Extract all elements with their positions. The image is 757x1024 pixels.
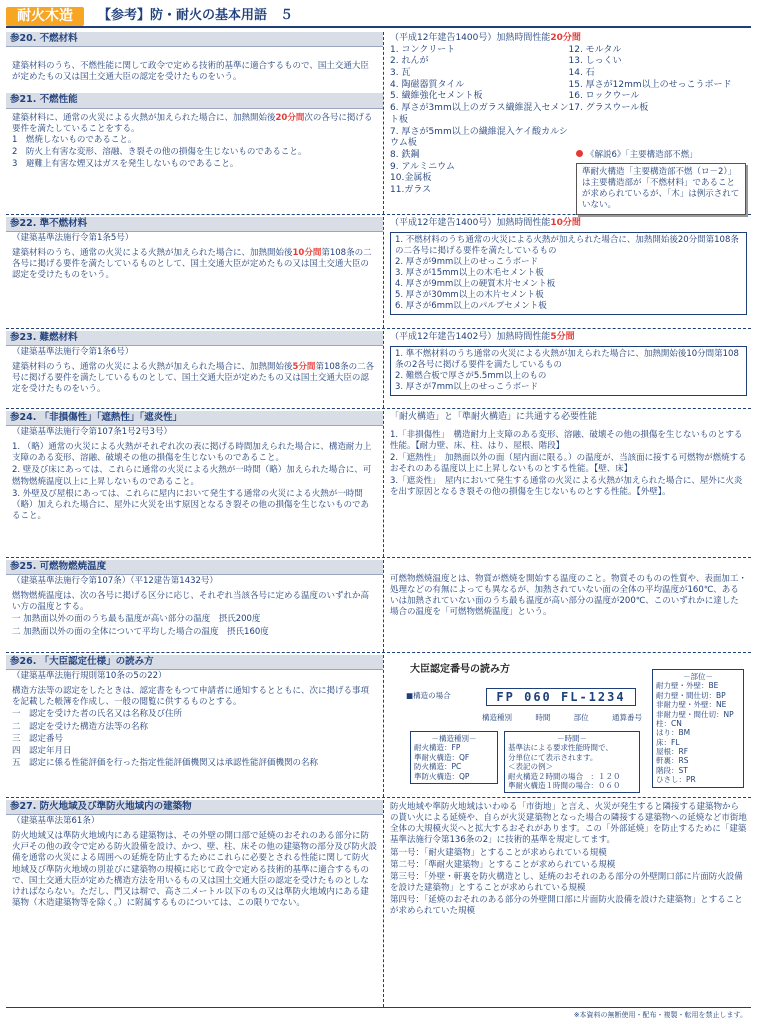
right-heading: （平成12年建告1402号）加熱時間性能 xyxy=(390,332,551,342)
list-item: 五 認定に係る性能評価を行った指定性能評価機関又は承認性能評価機関の名称 xyxy=(12,757,319,768)
structure-type-box xyxy=(410,731,498,784)
law-reference: （建築基準法施行令第1条5号） xyxy=(12,233,134,244)
body-text: 第108条の二各号に掲げる要件を満たしているものとして、国土交通大臣が定めたもの又は国土交通大臣の認定を受けたものをいう。 xyxy=(12,362,375,395)
page-header xyxy=(6,6,751,28)
box-row: 柱：CN xyxy=(656,718,682,728)
box-row: 準耐火構造１時間の場合：０６０ xyxy=(508,780,621,790)
list-item: 3. 瓦 xyxy=(390,68,411,79)
box-row: 準防火構造：QP xyxy=(414,771,470,781)
box-row: 軒裏：RS xyxy=(656,756,689,766)
body-text: 建築材料のうち、通常の火災による火熱が加えられた場合に、加熱開始後 xyxy=(12,248,293,259)
pin-icon xyxy=(576,150,583,157)
list-item: 1. コンクリート xyxy=(390,44,456,55)
box-row: ＜表記の例＞ xyxy=(508,762,553,772)
section-title: 参21. 不燃性能 xyxy=(6,93,383,108)
section-22 xyxy=(6,217,751,329)
list-item: 四 認定年月日 xyxy=(12,745,72,756)
note-title: 《解説6》「主要構造部不燃」 xyxy=(586,150,698,160)
list-item: 一 認定を受けた者の氏名又は名称及び住所 xyxy=(12,709,183,720)
list-item: 1 燃焼しないものであること。 xyxy=(12,134,137,145)
cert-code: FP 060 FL-1234 xyxy=(486,688,636,706)
box-row: はり：BM xyxy=(656,728,691,738)
box-row: 準耐火構造：QF xyxy=(414,752,470,762)
list-item: 8. 鉄鋼 xyxy=(390,149,420,160)
section-25 xyxy=(6,560,751,653)
box-row: 耐火構造：FP xyxy=(414,743,461,753)
time-box xyxy=(504,731,640,793)
list-item: 第三号：「外壁・軒裏を防火構造とし、延焼のおそれのある部分の外壁開口部に片面防火設備を設けた建築物」とすることが求められている規模 xyxy=(390,872,743,894)
list-item: 二 加熱面以外の面の全体について平均した場合の温度 摂氏160度 xyxy=(12,626,269,637)
box-title: －部位－ xyxy=(683,672,713,681)
list-item: 1. 不燃材料のうち通常の火災による火熱が加えられた場合に、加熱開始後20分間第108条の二各号に掲げる要件を満たしているもの xyxy=(395,234,739,256)
certification-diagram xyxy=(386,655,751,797)
list-item: 第四号：「延焼のおそれのある部分の外壁開口部に片面防火設備を設けた建築物」とすることが求められていた規模 xyxy=(390,895,743,917)
list-item: 9. アルミニウム xyxy=(390,161,455,172)
code-label: 通算番号 xyxy=(611,713,642,722)
law-reference: （建築基準法第61条） xyxy=(12,816,100,827)
materials-box xyxy=(390,346,747,396)
list-item: 第一号：「耐火建築物」とすることが求められている規模 xyxy=(390,848,607,859)
section-title: 参22. 準不燃材料 xyxy=(6,217,383,232)
code-label: 構造種別 xyxy=(482,713,512,722)
explanation-text: 可燃物燃焼温度とは、物質が燃焼を開始する温度のこと。物質そのものの性質や、表面加工・処理などの有無によっても異なるが、加熱されていない面の全体の平均温度が160℃、あるいは加熱されていない面のうち最も温度が高い部分の温度が200℃、このいずれかに達した場合の温度を「可燃物燃焼温度」という。 xyxy=(390,574,747,618)
body-text: 次の各号に掲げる要件を満たしていることをする。 xyxy=(12,112,373,134)
section-title: 参23. 難燃材料 xyxy=(6,331,383,346)
list-item: 2.「遮熱性」 加熱面以外の面（屋内面に限る。）の温度が、当該面に接する可燃物が燃焼するおそれのある温度以上に上昇しないものとする性能。【壁、床】 xyxy=(390,452,747,474)
highlight-time: 10分間 xyxy=(550,218,581,228)
section-26 xyxy=(6,655,751,798)
list-item: 3.「遮炎性」 屋内において発生する通常の火災による火熱が加えられた場合に、屋外に火炎を出す原因となるき裂その他の損傷を生じないものとする性能。【外壁】。 xyxy=(390,475,743,497)
highlight-time: 5分間 xyxy=(550,332,575,342)
list-item: 14. 石 xyxy=(568,68,595,79)
list-item: 16. ロックウール xyxy=(568,91,640,102)
list-item: 1. （略）通常の火災による火熱がそれぞれ次の表に掲げる時間加えられた場合に、構造耐力上支障のある変形、溶融、破壊その他の損傷を生じないものであること。 xyxy=(12,442,372,464)
list-item: 1. 準不燃材料のうち通常の火災による火熱が加えられた場合に、加熱開始後10分間第108条の2各号に掲げる要件を満たしているもの xyxy=(395,348,739,370)
list-item: 2. 壁及び床にあっては、これらに通常の火災による火熱が一時間（略）加えられた場合に、可燃物燃焼温度以上に上昇しないものであること。 xyxy=(12,465,372,487)
diagram-title: 大臣認定番号の読み方 xyxy=(410,664,510,675)
right-heading: 「耐火構造」と「準耐火構造」に共通する必要性能 xyxy=(390,412,598,422)
section-title: 参27. 防火地域及び準防火地域内の建築物 xyxy=(6,800,383,815)
list-item: 3 避難上有害な煙又はガスを発生しないものであること。 xyxy=(12,158,239,169)
diagram-case: ■構造の場合 xyxy=(406,691,451,700)
box-row: 床：FL xyxy=(656,737,680,747)
body-text: 第108条の二各号に掲げる要件を満たしているものとして、国土交通大臣が定めたもの又は国土交通大臣の認定を受けたものをいう。 xyxy=(12,248,372,281)
section-title: 参20. 不燃材料 xyxy=(6,32,383,47)
list-item: 6. 厚さが6mm以上のパルプセメント板 xyxy=(395,300,547,311)
right-heading: （平成12年建告1400号）加熱時間性能 xyxy=(390,218,551,228)
highlight-time: 20分間 xyxy=(275,112,305,123)
code-label: 時間 xyxy=(535,713,551,722)
list-item: 13. しっくい xyxy=(568,56,622,67)
highlight-time: 5分間 xyxy=(292,362,316,373)
materials-box xyxy=(390,232,747,315)
box-row: ひさし：PR xyxy=(656,775,696,785)
box-row: 基準法による要求性能時間で、 xyxy=(508,743,613,753)
list-item: 2. 厚さが9mm以上のせっこうボード xyxy=(395,256,539,267)
highlight-time: 20分間 xyxy=(550,33,581,43)
box-row: 屋根：RF xyxy=(656,747,689,756)
section-24 xyxy=(6,411,751,558)
logo: 耐火木造 xyxy=(6,7,84,26)
section-23 xyxy=(6,331,751,409)
list-item: 17. グラスウール板 xyxy=(568,103,649,114)
list-item: 7. 厚さが5mm以上の繊維混入ケイ酸カルシウム板 xyxy=(390,126,568,149)
section-body: 建築材料のうち、不燃性能に関して政令で定める技術的基準に適合するもので、国土交通大臣が定めたもの又は国土交通大臣の認定を受けたものをいう。 xyxy=(12,61,369,83)
body-text: 建築材料に、通常の火災による火熱が加えられた場合に、加熱開始後 xyxy=(12,112,276,123)
list-item: 2 防火上有害な変形、溶融、き裂その他の損傷を生じないものであること。 xyxy=(12,146,307,157)
section-title: 参24. 「非損傷性」「遮熱性」「遮炎性」 xyxy=(6,411,383,426)
list-item: 11.ガラス xyxy=(390,184,432,195)
list-item: 15. 厚さが12mm以上のせっこうボード xyxy=(568,79,732,90)
list-item: 12. モルタル xyxy=(568,44,622,55)
law-reference: （建築基準法施行令第1条6号） xyxy=(12,347,134,358)
list-item: 3. 厚さが7mm以上のせっこうボード xyxy=(395,381,539,392)
right-heading: （平成12年建告1400号）加熱時間性能 xyxy=(390,33,551,43)
explanation-text: 防火地域や準防火地域はいわゆる「市街地」と言え、火災が発生すると隣接する建築物からの貰い火による延焼や、自らが火災建築物となった場合の隣接する建築物への延焼など市街地全体の大規模火災へと拡大するおそれがあります。この「外部延焼」を防止するために「建築基準法施行令第136条の2」に技術的基準を規定してます。 xyxy=(390,802,747,846)
list-item: 第二号：「準耐火建築物」とすることが求められている規模 xyxy=(390,860,616,871)
section-20-21 xyxy=(6,32,751,215)
list-item: 5. 繊維強化セメント板 xyxy=(390,91,483,102)
box-row: 耐力壁・外壁：BE xyxy=(656,681,719,691)
box-row: 分単位にて表示されます。 xyxy=(508,752,598,762)
body-text: 防火地域又は準防火地域内にある建築物は、その外壁の開口部で延焼のおそれのある部分に防火戸その他の政令で定める防火設備を設け、かつ、壁、柱、床その他の建築物の部分及び防火設備を通常の火災による周囲への延焼を防止するためにこれらに必要とされる性能に関して防火地域及び準防火地域の別並びに建築物の規模に応じて政令で定める技術的基準に適合するもので、国土交通大臣が定めた構造方法を用いるもの又は国土交通大臣の認定を受けたものとしなければならない。ただし、門又は塀で、高さ二メートル以下のもの又は準防火地域内にある建築物（木造建築物等を除く。）に附属するものについては、この限りでない。 xyxy=(12,831,377,908)
box-row: 防火構造：PC xyxy=(414,762,462,772)
section-27 xyxy=(6,800,751,1008)
commentary-note xyxy=(576,150,746,215)
law-reference: （建築基準法施行令第107条1号2号3号） xyxy=(12,427,172,438)
list-item: 二 認定を受けた構造方法等の名称 xyxy=(12,721,149,732)
law-reference: （建築基準法施行規則第10条の5の22） xyxy=(12,671,167,682)
list-item: 5. 厚さが30mm以上の木片セメント板 xyxy=(395,289,544,300)
list-item: 2. れんが xyxy=(390,56,429,67)
copyright-notice: ※本資料の無断使用・配布・複製・転用を禁止します。 xyxy=(573,1011,747,1019)
body-text: 燃物燃焼温度は、次の各号に掲げる区分に応じ、それぞれ当該各号に定める温度のいずれか高い方の温度とする。 xyxy=(12,591,370,613)
list-item: 4. 厚さが9mm以上の硬質木片セメント板 xyxy=(395,278,556,289)
box-title: －時間－ xyxy=(557,734,587,743)
part-box xyxy=(652,669,744,788)
list-item: 4. 陶磁器質タイル xyxy=(390,79,465,90)
body-text: 建築材料のうち、通常の火災による火熱が加えられた場合に、加熱開始後 xyxy=(12,362,293,373)
list-item: 2. 難燃合板で厚さが5.5mm以上のもの xyxy=(395,370,547,381)
list-item: 10.金属板 xyxy=(390,173,432,184)
law-reference: （建築基準法施行令第107条）（平12建告第1432号） xyxy=(12,576,218,587)
note-body: 準耐火構造「主要構造部不燃（ロ－2）」は主要構造部が「不燃材料」であることが求められているが、「木」は例示されていない。 xyxy=(576,163,746,215)
box-row: 非耐力壁・外壁：NE xyxy=(656,700,727,710)
list-item: 三 認定番号 xyxy=(12,733,64,744)
body-text: 構造方法等の認定をしたときは、認定書をもつて申請者に通知するとともに、次に掲げる事項を記載した帳簿を作成し、一般の閲覧に供するものとする。 xyxy=(12,686,370,708)
highlight-time: 10分間 xyxy=(292,248,322,259)
list-item: 3. 厚さが15mm以上の木毛セメント板 xyxy=(395,267,544,278)
page-title: 【参考】防・耐火の基本用語 ５ xyxy=(98,8,294,23)
list-item: 一 加熱面以外の面のうち最も温度が高い部分の温度 摂氏200度 xyxy=(12,614,261,625)
box-row: 非耐力壁・間仕切：NP xyxy=(656,709,734,719)
section-title: 参25. 可燃物燃焼温度 xyxy=(6,560,383,575)
box-title: －構造種別－ xyxy=(431,734,477,743)
box-row: 耐火構造２時間の場合 ：１２０ xyxy=(508,771,621,781)
box-row: 階段：ST xyxy=(656,765,688,775)
section-title: 参26. 「大臣認定仕様」の読み方 xyxy=(6,655,383,670)
list-item: 1.「非損傷性」 構造耐力上支障のある変形、溶融、破壊その他の損傷を生じないものとする性能。【耐力壁、床、柱、はり、屋根、階段】 xyxy=(390,429,743,451)
box-row: 耐力壁・間仕切：BP xyxy=(656,690,726,700)
list-item: 6. 厚さが3mm以上のガラス繊維混入セメント板 xyxy=(390,103,569,125)
code-label: 部位 xyxy=(573,713,589,722)
list-item: 3. 外壁及び屋根にあっては、これらに屋内において発生する通常の火災による火熱が一時間（略）加えられた場合に、屋外に火災を出す原因となるき裂その他の損傷を生じないものであること。 xyxy=(12,488,370,521)
